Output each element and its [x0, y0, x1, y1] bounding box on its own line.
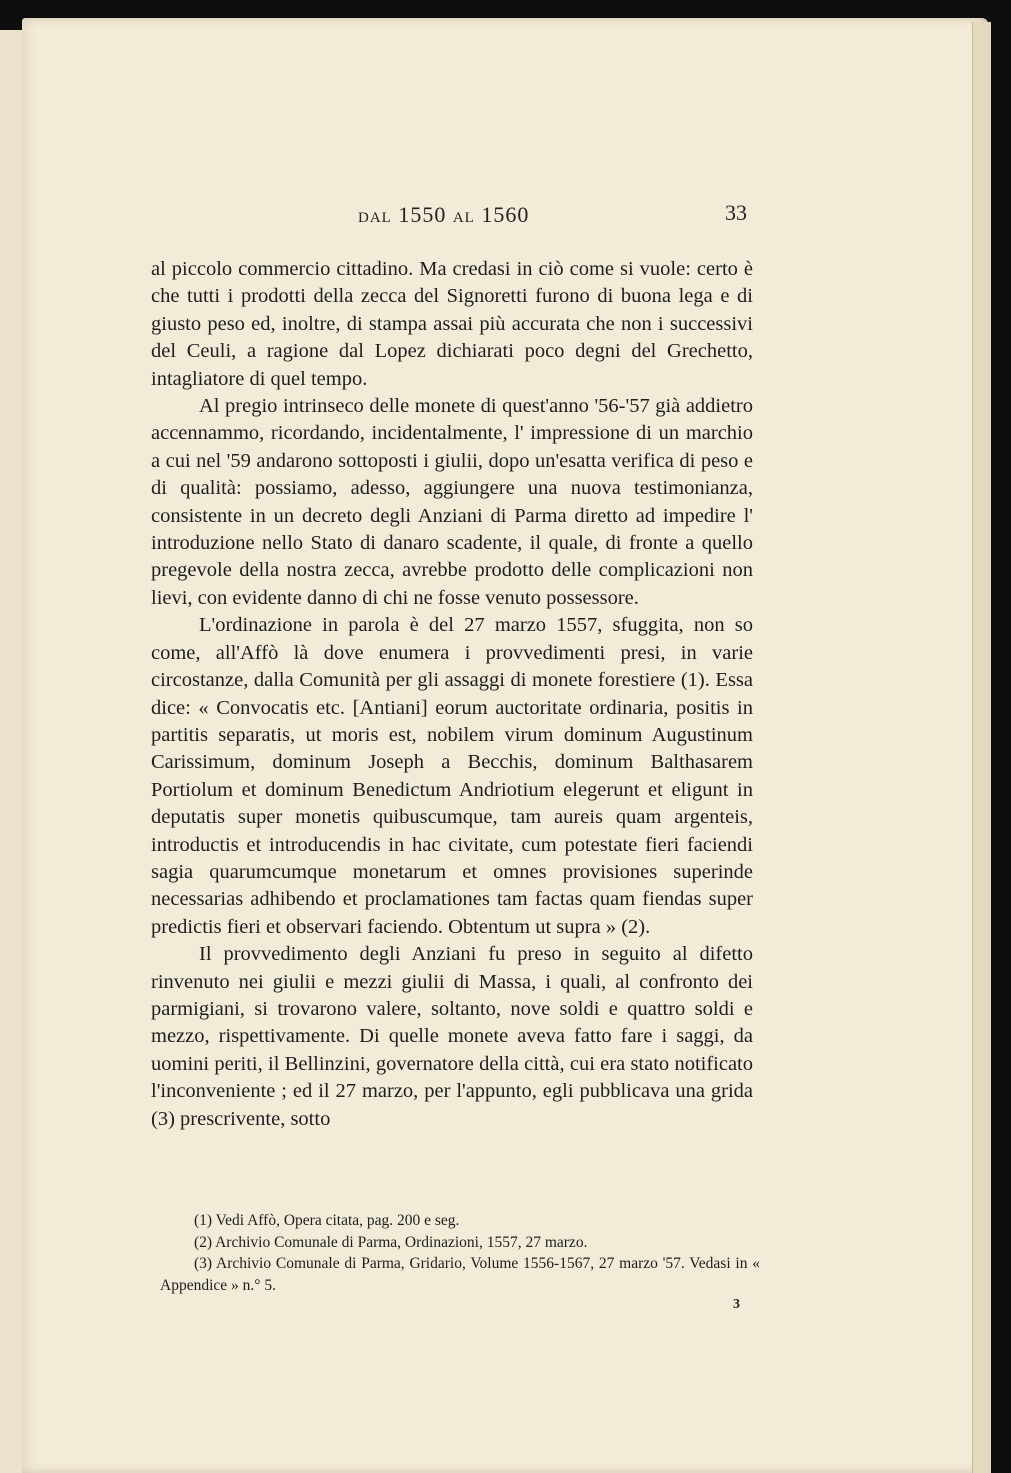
signature-mark: 3	[733, 1297, 740, 1312]
header-prefix: DAL	[358, 210, 392, 226]
footnote: (1) Vedi Affò, Opera citata, pag. 200 e seg.	[194, 1212, 460, 1229]
page-stack-edge	[972, 22, 991, 1473]
footnote: (3) Archivio Comunale di Parma, Gridario, Volume 1556-1567, 27 marzo '57. Vedasi in « Appendice » n.° 5.	[160, 1255, 760, 1294]
header-year-end: 1560	[481, 202, 530, 227]
page-number: 33	[725, 200, 747, 225]
adjacent-page-edge	[0, 30, 24, 1473]
paragraph: L'ordinazione in parola è del 27 marzo 1557, sfuggita, non so come, all'Affò là dove enumera i provvedimenti presi, in varie circostanze, dalla Comunità per gli assaggi di monete forestiere (1). Essa dice: « Convocatis etc. [Antiani] eorum auctoritate ordinaria, positis in partitis separatis, ut moris est, nobilem virum dominum Augustinum Carissimum, dominum Joseph a Becchis, dominum Balthasarem Portiolum et dominum Benedictum Andriotium elegerunt et eligunt in deputatis super monetis quibuscumque, tam aureis quam argenteis, introductis et introducendis in hac civitate, cum potestate fieri faciendi sagia quarumcumque monetarum et omnes provisiones superinde necessarias adhibendo et proclamationes tam factas quam fiendas super predictis fieri et observari faciendo. Obtentum ut supra » (2).	[151, 614, 753, 938]
paragraph: Al pregio intrinseco delle monete di quest'anno '56-'57 già addietro accennammo, ricordando, incidentalmente, l' impressione di un marchio a cui nel '59 andarono sottoposti i giulii, dopo un'esatta verifica di peso e di qualità: possiamo, adesso, aggiungere una nuova testimonianza, consistente in un decreto degli Anziani di Parma diretto ad impedire l' introduzione nello Stato di danaro scadente, il quale, di fronte a quello pregevole della nostra zecca, avrebbe prodotto delle complicazioni non lievi, con evidente danno di chi ne fosse venuto possessore.	[151, 395, 753, 609]
paragraph: Il provvedimento degli Anziani fu preso in seguito al difetto rinvenuto nei giulii e mezzi giulii di Massa, i quali, al confronto dei parmigiani, si trovarono valere, soltanto, nove soldi e quattro soldi e mezzo, rispettivamente. Di quelle monete aveva fatto fare i saggi, da uomini periti, il Bellinzini, governatore della città, cui era stato notificato l'inconveniente ; ed il 27 marzo, per l'appunto, egli pubblicava una grida (3) prescrivente, sotto	[151, 943, 753, 1130]
running-header	[358, 202, 529, 228]
footnotes	[160, 1210, 760, 1296]
body-text	[151, 256, 753, 1133]
paragraph: al piccolo commercio cittadino. Ma credasi in ciò come si vuole: certo è che tutti i prodotti della zecca del Signoretti furono di buona lega e di giusto peso ed, inoltre, di stampa assai più accurata che non i successivi del Ceuli, a ragione dal Lopez dichiarati poco degni del Grechetto, intagliatore di quel tempo.	[151, 258, 753, 390]
footnote: (2) Archivio Comunale di Parma, Ordinazioni, 1557, 27 marzo.	[194, 1233, 588, 1251]
header-year-start: 1550	[398, 202, 447, 227]
header-middle: AL	[452, 210, 475, 226]
